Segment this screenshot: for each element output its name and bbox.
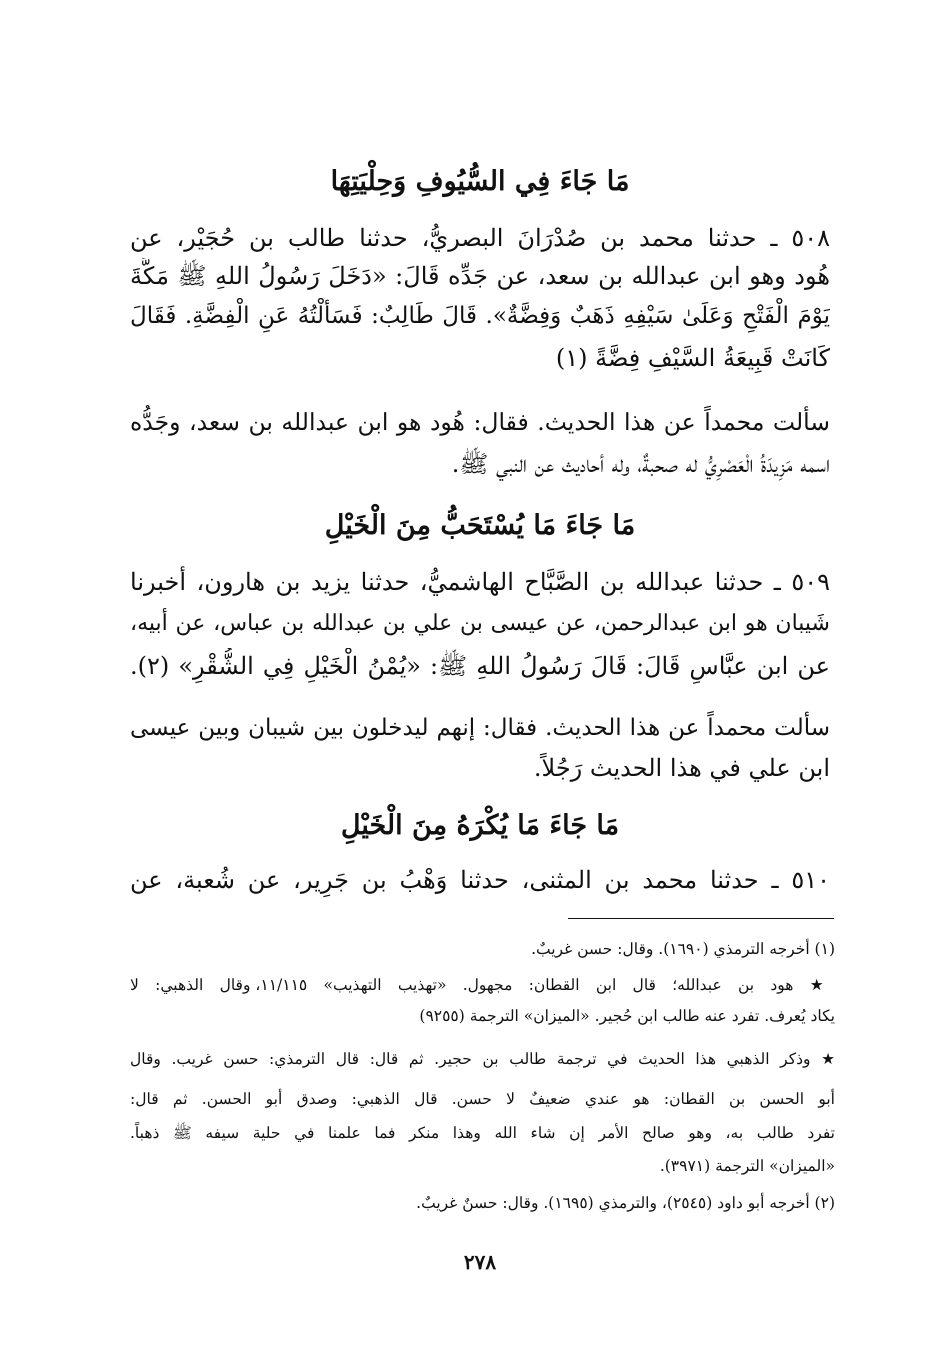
hadith-509-line-3: عن ابن عبَّاسٍ قَالَ: قَالَ رَسُولُ اللهِ ﷺ: «يُمْنُ الْخَيْلِ فِي الشُّقْرِ» (٢).	[130, 652, 830, 680]
footnote-note-2-line-4: «الميزان» الترجمة (٣٩٧١).	[659, 1157, 835, 1175]
section-heading-disliked-horses: مَا جَاءَ مَا يُكْرَهُ مِنَ الْخَيْلِ	[340, 810, 620, 841]
hadith-508-line-1: ٥٠٨ ـ حدثنا محمد بن صُدْرَانَ البصريُّ، حدثنا طالب بن حُجَيْر، عن	[130, 224, 830, 252]
footnote-note-2-line-2: أبو الحسن بن القطان: هو عندي ضعيفٌ لا حسن. قال الذهبي: وصدق أبو الحسن. ثم قال:	[130, 1090, 835, 1108]
hadith-508-line-3: يَوْمَ الْفَتْحِ وَعَلَىٰ سَيْفِهِ ذَهَبٌ وَفِضَّةٌ». قَالَ طَالِبٌ: فَسَأَلْتُهُ عَنِ الْفِضَّةِ. فَقَالَ	[130, 303, 830, 329]
hadith-510-line-1: ٥١٠ ـ حدثنا محمد بن المثنى، حدثنا وَهْبُ بن جَرِير، عن شُعبة، عن	[130, 866, 830, 894]
commentary-509-line-1: سألت محمداً عن هذا الحديث. فقال: إنهم ليدخلون بين شيبان وبين عيسى	[130, 715, 830, 741]
section-heading-swords: مَا جَاءَ فِي السُّيُوفِ وَحِلْيَتِهَا	[330, 166, 630, 197]
footnote-note-1-line-2: يكاد يُعرف. تفرد عنه طالب ابن حُجير. «الميزان» الترجمة (٩٢٥٥)	[419, 1007, 835, 1025]
hadith-509-line-1: ٥٠٩ ـ حدثنا عبدالله بن الصَّبَّاح الهاشميُّ، حدثنا يزيد بن هارون، أخبرنا	[130, 568, 830, 596]
commentary-508-line-2: اسمه مَزِيدَةُ الْعَصْرِيُّ له صحبةٌ، وله أحاديث عن النبي ﷺ.	[451, 450, 830, 478]
footnote-note-2-line-3: تفرد طالب به، وهو صالح الأمر إن شاء الله وهذا منكر فما علمنا في حلية سيفه ﷺ ذهباً.	[130, 1124, 835, 1142]
footnote-2: (٢) أخرجه أبو داود (٢٥٤٥)، والترمذي (١٦٩٥). وقال: حسنٌ غريبٌ.	[416, 1194, 835, 1212]
footnote-1: (١) أخرجه الترمذي (١٦٩٠). وقال: حسن غريبٌ.	[531, 940, 835, 958]
footnote-divider	[568, 918, 834, 919]
hadith-508-line-2: هُود وهو ابن عبدالله بن سعد، عن جَدِّه قَالَ: «دَخَلَ رَسُولُ اللهِ ﷺ مَكَّةَ	[130, 262, 830, 290]
commentary-509-line-2: ابن علي في هذا الحديث رَجُلاً.	[533, 754, 830, 782]
hadith-508-line-4: كَانَتْ قَبِيعَةُ السَّيْفِ فِضَّةً (١)	[555, 344, 830, 372]
footnote-note-2-line-1: ★ وذكر الذهبي هذا الحديث في ترجمة طالب بن حجير. ثم قال: قال الترمذي: حسن غريب. وقال	[130, 1050, 835, 1068]
commentary-508-line-1: سألت محمداً عن هذا الحديث. فقال: هُود هو ابن عبدالله بن سعد، وجَدُّه	[130, 408, 830, 436]
page-number: ٢٧٨	[463, 1250, 497, 1274]
section-heading-preferred-horses: مَا جَاءَ مَا يُسْتَحَبُّ مِنَ الْخَيْلِ	[324, 510, 636, 541]
footnote-note-1-line-1: ★ هود بن عبدالله؛ قال ابن القطان: مجهول. «تهذيب التهذيب» ١١/١١٥، وقال الذهبي: لا	[130, 976, 835, 994]
hadith-509-line-2: شَيبان هو ابن عبدالرحمن، عن عيسى بن علي بن عبدالله بن عباس، عن أبيه،	[130, 611, 830, 636]
